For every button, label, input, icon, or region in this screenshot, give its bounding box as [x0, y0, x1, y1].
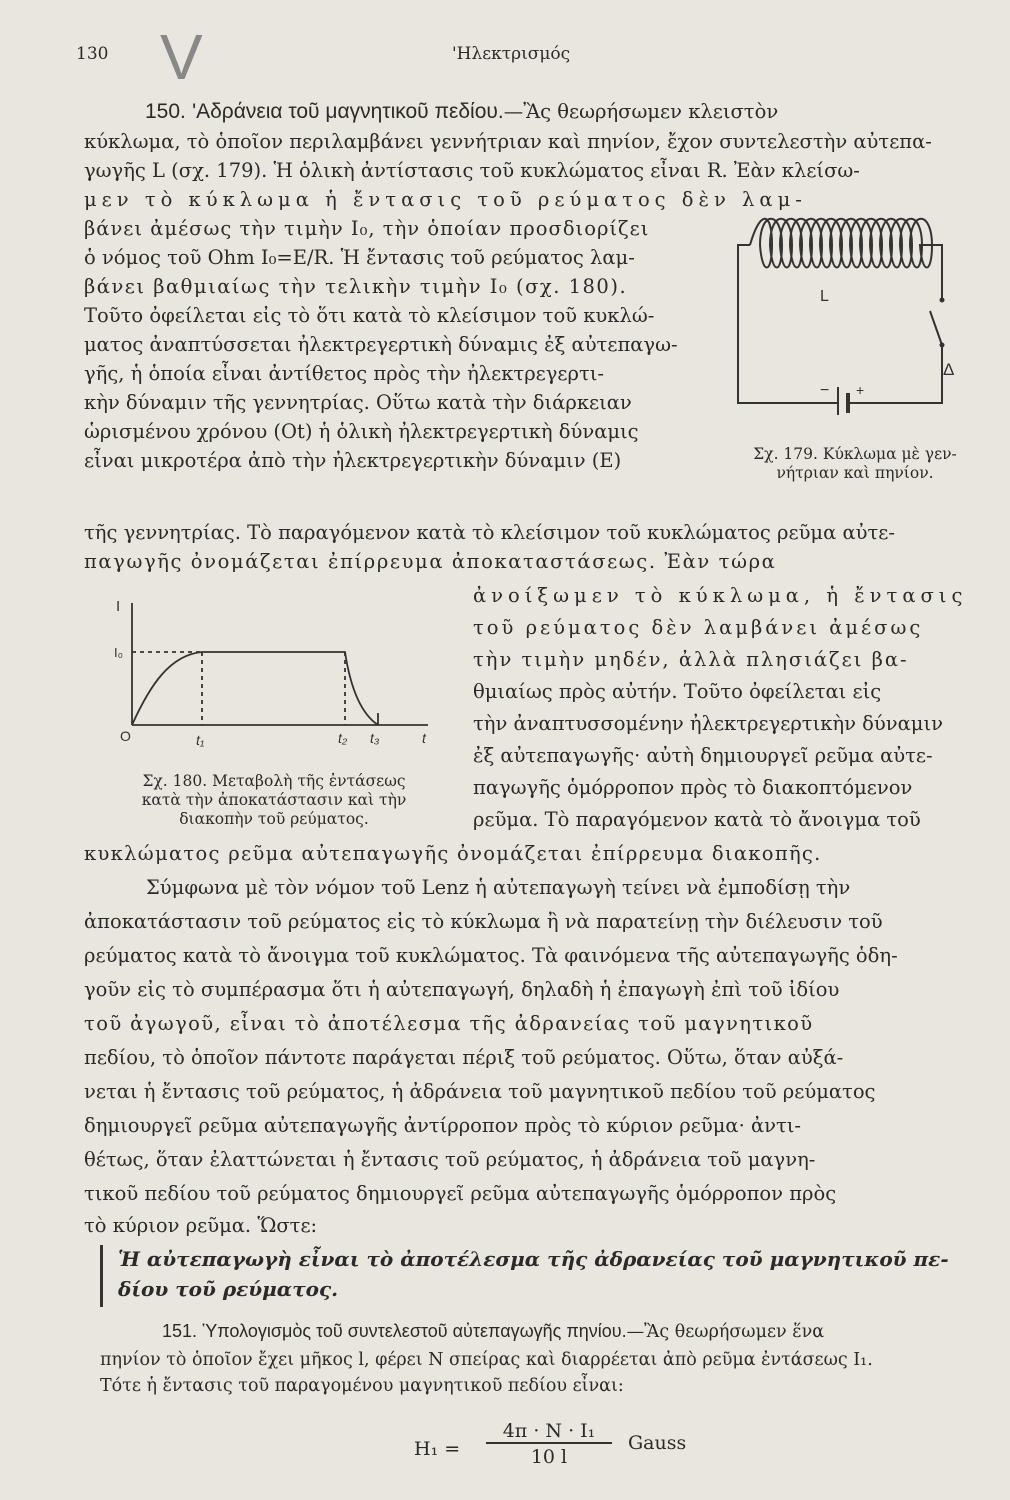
- figure-179-caption: [720, 445, 990, 483]
- text-line: βάνει ἀμέσως τὴν τιμὴν I₀, τὴν ὁποίαν προσδιορίζει: [84, 217, 650, 240]
- battery-plus-label: +: [856, 382, 865, 398]
- coil-label: L: [820, 288, 829, 305]
- text-line: γοῦν εἰς τὸ συμπέρασμα ὅτι ἡ αὐτεπαγωγή, δηλαδὴ ἡ ἐπαγωγὴ ἐπὶ τοῦ ἰδίου: [84, 978, 840, 1001]
- switch-pivot: [940, 343, 945, 348]
- emphasis-line: Ἡ αὐτεπαγωγὴ εἶναι τὸ ἀποτέλεσμα τῆς ἀδρανείας τοῦ μαγνητικοῦ πε-: [118, 1247, 949, 1271]
- origin-label: O: [120, 728, 131, 744]
- emphasis-statement: [118, 1244, 949, 1304]
- formula-lhs: H₁ =: [414, 1438, 461, 1460]
- text-line: τοῦ ρεύματος δὲν λαμβάνει ἀμέσως: [473, 616, 924, 639]
- text-line: Τοῦτο ὀφείλεται εἰς τὸ ὅτι κατὰ τὸ κλείσιμον τοῦ κυκλώ-: [84, 304, 655, 327]
- section-number: 151.: [162, 1321, 198, 1341]
- formula-numerator: 4π · N · I₁: [502, 1420, 596, 1442]
- fraction-bar: [486, 1442, 612, 1444]
- text-line: κυκλώματος ρεῦμα αὐτεπαγωγῆς ὀνομάζεται ἐπίρρευμα διακοπῆς.: [84, 842, 822, 865]
- running-title: 'Ηλεκτρισμός: [452, 44, 571, 64]
- x-axis-label: t: [422, 730, 426, 746]
- text-line: τοῦ ἀγωγοῦ, εἶναι τὸ ἀποτέλεσμα τῆς ἀδρανείας τοῦ μαγνητικοῦ: [84, 1012, 814, 1035]
- text-line: ἐξ αὐτεπαγωγῆς· αὐτὴ δημιουργεῖ ρεῦμα αὐτε-: [473, 744, 933, 767]
- text-line: θμιαίως πρὸς αὐτήν. Τοῦτο ὀφείλεται εἰς: [473, 680, 882, 703]
- section-title: 'Αδράνεια τοῦ μαγνητικοῦ πεδίου.: [192, 100, 504, 123]
- formula-h1: [414, 1420, 704, 1480]
- text-line: τικοῦ πεδίου τοῦ ρεύματος δημιουργεῖ ρεῦμα αὐτεπαγωγῆς ὁμόρροπον πρὸς: [84, 1182, 837, 1205]
- t2-label: t₂: [338, 730, 348, 746]
- text-line: ρεύματος κατὰ τὸ ἄνοιγμα τοῦ κυκλώματος. Τὰ φαινόμενα τῆς αὐτεπαγωγῆς ὁδη-: [84, 944, 898, 967]
- caption-line: Σχ. 180. Μεταβολὴ τῆς ἐντάσεως: [142, 772, 406, 790]
- figure-179-circuit: [720, 215, 960, 415]
- text-line: —Ἂς θεωρήσωμεν κλειστὸν: [503, 100, 779, 123]
- text-line: Τότε ἡ ἔντασις τοῦ παραγομένου μαγνητικοῦ πεδίου εἶναι:: [100, 1376, 624, 1396]
- text-line: τὴν ἀναπτυσσομένην ἠλεκτρεγερτικὴν δύναμιν: [473, 712, 943, 735]
- figure-180-graph: [110, 595, 440, 755]
- current-curve: [132, 652, 378, 725]
- switch-blade: [930, 311, 942, 345]
- t1-label: t₁: [196, 732, 205, 748]
- text-line: πεδίου, τὸ ὁποῖον πάντοτε παράγεται πέριξ τοῦ ρεύματος. Οὕτω, ὅταν αὐξά-: [84, 1046, 844, 1069]
- caption-line: Σχ. 179. Κύκλωμα μὲ γεν-: [753, 445, 957, 463]
- text-line: ὡρισμένου χρόνου (Ot) ἡ ὁλικὴ ἠλεκτρεγερτικὴ δύναμις: [84, 420, 639, 443]
- text-line: παγωγῆς ὁμόρροπον πρὸς τὸ διακοπτόμενον: [473, 776, 913, 799]
- text-line: τῆς γεννητρίας. Τὸ παραγόμενον κατὰ τὸ κλείσιμον τοῦ κυκλώματος ρεῦμα αὐτε-: [84, 521, 895, 544]
- text-line: γῆς, ἡ ὁποία εἶναι ἀντίθετος πρὸς τὴν ἠλεκτρεγερτι-: [84, 362, 604, 385]
- text-line: δημιουργεῖ ρεῦμα αὐτεπαγωγῆς ἀντίρροπον πρὸς τὸ κύριον ρεῦμα· ἀντι-: [84, 1114, 802, 1137]
- text-line: ἀποκατάστασιν τοῦ ρεύματος εἰς τὸ κύκλωμα ἢ νὰ παρατείνῃ τὴν διέλευσιν τοῦ: [84, 910, 883, 933]
- text-line: —Ἂς θεωρήσωμεν ἕνα: [626, 1322, 825, 1342]
- text-line: παγωγῆς ὀνομάζεται ἐπίρρευμα ἀποκαταστάσεως. Ἐὰν τώρα: [84, 550, 777, 573]
- caption-line: νήτριαν καὶ πηνίον.: [776, 464, 934, 482]
- text-line: Σύμφωνα μὲ τὸν νόμον τοῦ Lenz ἡ αὐτεπαγωγὴ τείνει νὰ ἐμποδίσῃ τὴν: [146, 876, 851, 899]
- page-number: 130: [76, 44, 109, 64]
- coil-inductor: [750, 219, 932, 268]
- text-line: κὴν δύναμιν τῆς γεννητρίας. Οὕτω κατὰ τὴν διάρκειαν: [84, 391, 632, 414]
- text-line: κύκλωμα, τὸ ὁποῖον περιλαμβάνει γεννήτριαν καὶ πηνίον, ἔχον συντελεστὴν αὐτεπα-: [84, 130, 932, 153]
- t3-label: t₃: [370, 730, 380, 746]
- section-150-heading: [145, 98, 778, 127]
- text-line: ματος ἀναπτύσσεται ἠλεκτρεγερτικὴ δύναμις ἐξ αὐτεπαγω-: [84, 333, 678, 356]
- text-line: μεν τὸ κύκλωμα ἡ ἔντασις τοῦ ρεύματος δὲν λαμ-: [84, 188, 807, 211]
- text-line: εἶναι μικροτέρα ἀπὸ τὴν ἠλεκτρεγερτικὴν δύναμιν (E): [84, 449, 622, 472]
- text-line: νεται ἡ ἔντασις τοῦ ρεύματος, ἡ ἀδράνεια τοῦ μαγνητικοῦ πεδίου τοῦ ρεύματος: [84, 1080, 876, 1103]
- section-number: 150.: [145, 100, 186, 123]
- caption-line: κατὰ τὴν ἀποκατάστασιν καὶ τὴν: [141, 791, 407, 809]
- text-line: ὁ νόμος τοῦ Ohm I₀=E/R. Ἡ ἔντασις τοῦ ρεύματος λαμ-: [84, 246, 635, 269]
- section-151-heading: [162, 1318, 824, 1345]
- wire-left: [738, 245, 838, 403]
- text-line: βάνει βαθμιαίως τὴν τελικὴν τιμὴν I₀ (σχ. 180).: [84, 275, 628, 298]
- text-line: θέτως, ὅταν ἐλαττώνεται ἡ ἔντασις τοῦ ρεύματος, ἡ ἀδράνεια τοῦ μαγνη-: [84, 1148, 816, 1171]
- switch-label: Δ: [943, 360, 955, 379]
- text-line: ἀνοίξωμεν τὸ κύκλωμα, ἡ ἔντασις: [473, 584, 968, 607]
- figure-180-caption: [98, 772, 450, 829]
- y-axis-label: I: [116, 598, 121, 615]
- text-line: πηνίον τὸ ὁποῖον ἔχει μῆκος l, φέρει N σπείρας καὶ διαρρέεται ἀπὸ ρεῦμα ἐντάσεως I₁.: [100, 1350, 873, 1370]
- emphasis-line: δίου τοῦ ρεύματος.: [118, 1277, 339, 1301]
- margin-mark: V: [160, 21, 203, 93]
- text-line: γωγῆς L (σχ. 179). Ἡ ὁλικὴ ἀντίστασις τοῦ κυκλώματος εἶναι R. Ἐὰν κλείσω-: [84, 159, 860, 182]
- text-line: τὸ κύριον ρεῦμα. Ὥστε:: [84, 1214, 318, 1237]
- battery-minus-label: −: [820, 382, 830, 399]
- formula-denominator: 10 l: [530, 1446, 568, 1468]
- text-line: τὴν τιμὴν μηδέν, ἀλλὰ πλησιάζει βα-: [473, 648, 909, 671]
- text-line: ρεῦμα. Τὸ παραγόμενον κατὰ τὸ ἄνοιγμα τοῦ: [473, 808, 921, 831]
- switch-contact: [940, 298, 945, 303]
- formula-unit: Gauss: [628, 1432, 687, 1454]
- section-title: Ὑπολογισμὸς τοῦ συντελεστοῦ αὐτεπαγωγῆς πηνίου.: [202, 1321, 627, 1341]
- level-label: I₀: [114, 645, 124, 660]
- emphasis-bar: [100, 1245, 103, 1307]
- caption-line: διακοπὴν τοῦ ρεύματος.: [179, 810, 369, 828]
